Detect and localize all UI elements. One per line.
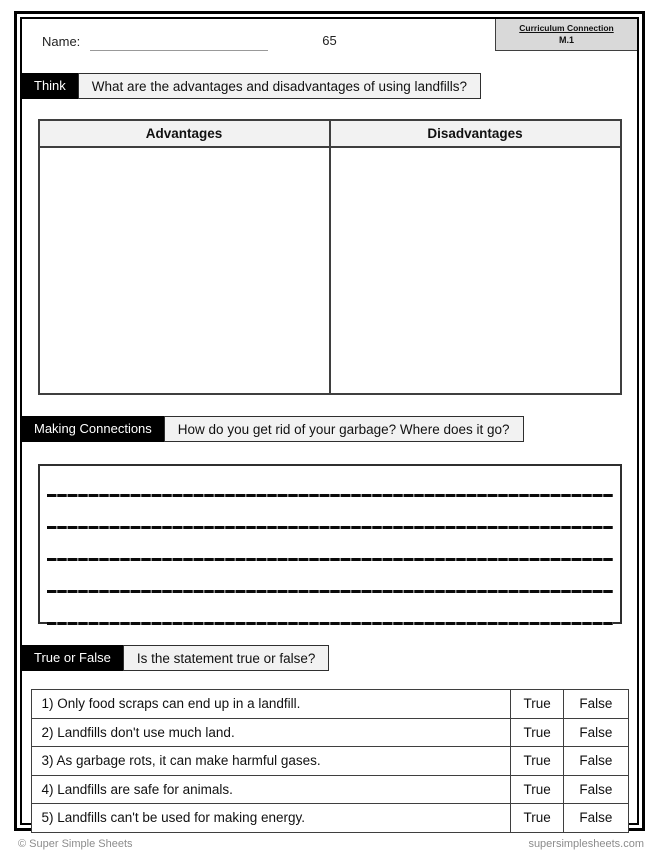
writing-line (47, 526, 613, 529)
think-question: What are the advantages and disadvantages of using landfills? (78, 73, 481, 99)
table-row (31, 747, 628, 776)
true-option[interactable]: True (511, 747, 564, 776)
advantages-answer-cell[interactable] (39, 147, 330, 394)
writing-line (47, 494, 613, 497)
false-option[interactable]: False (564, 747, 628, 776)
think-label: Think (22, 73, 78, 99)
false-option[interactable]: False (564, 718, 628, 747)
think-section-header (22, 73, 637, 99)
disadvantages-answer-cell[interactable] (330, 147, 621, 394)
table-row (31, 690, 628, 719)
making-connections-question: How do you get rid of your garbage? Where does it go? (164, 416, 524, 442)
advantages-disadvantages-table (38, 119, 622, 395)
table-answer-row (39, 147, 621, 394)
copyright-text: © Super Simple Sheets (18, 838, 133, 850)
table-row (31, 804, 628, 833)
disadvantages-column-header: Disadvantages (330, 120, 621, 147)
statement-text: 2) Landfills don't use much land. (31, 718, 511, 747)
true-option[interactable]: True (511, 775, 564, 804)
true-false-statements-table (31, 689, 629, 833)
true-option[interactable]: True (511, 718, 564, 747)
statement-text: 5) Landfills can't be used for making energy. (31, 804, 511, 833)
table-row (31, 718, 628, 747)
making-connections-label: Making Connections (22, 416, 164, 442)
header-row (22, 19, 637, 59)
table-header-row (39, 120, 621, 147)
worksheet-inner-border (20, 17, 639, 825)
writing-line (47, 622, 613, 625)
true-option[interactable]: True (511, 690, 564, 719)
false-option[interactable]: False (564, 775, 628, 804)
false-option[interactable]: False (564, 804, 628, 833)
statement-text: 4) Landfills are safe for animals. (31, 775, 511, 804)
worksheet-frame (14, 11, 645, 831)
page-footer (0, 838, 659, 850)
statement-text: 1) Only food scraps can end up in a landfill. (31, 690, 511, 719)
making-connections-section-header (22, 416, 637, 442)
false-option[interactable]: False (564, 690, 628, 719)
page-number: 65 (322, 33, 337, 48)
name-label: Name: (42, 34, 81, 49)
website-link[interactable]: supersimplesheets.com (528, 838, 644, 850)
statement-text: 3) As garbage rots, it can make harmful gases. (31, 747, 511, 776)
writing-line (47, 590, 613, 593)
curriculum-connection-title: Curriculum Connection (519, 23, 614, 33)
table-row (31, 775, 628, 804)
writing-lines-box[interactable] (38, 464, 622, 624)
true-or-false-question: Is the statement true or false? (123, 645, 330, 671)
true-option[interactable]: True (511, 804, 564, 833)
true-or-false-label: True or False (22, 645, 123, 671)
curriculum-connection-code: M.1 (558, 35, 574, 45)
advantages-column-header: Advantages (39, 120, 330, 147)
name-input-line[interactable] (90, 50, 268, 51)
true-or-false-section-header (22, 645, 637, 671)
writing-line (47, 558, 613, 561)
